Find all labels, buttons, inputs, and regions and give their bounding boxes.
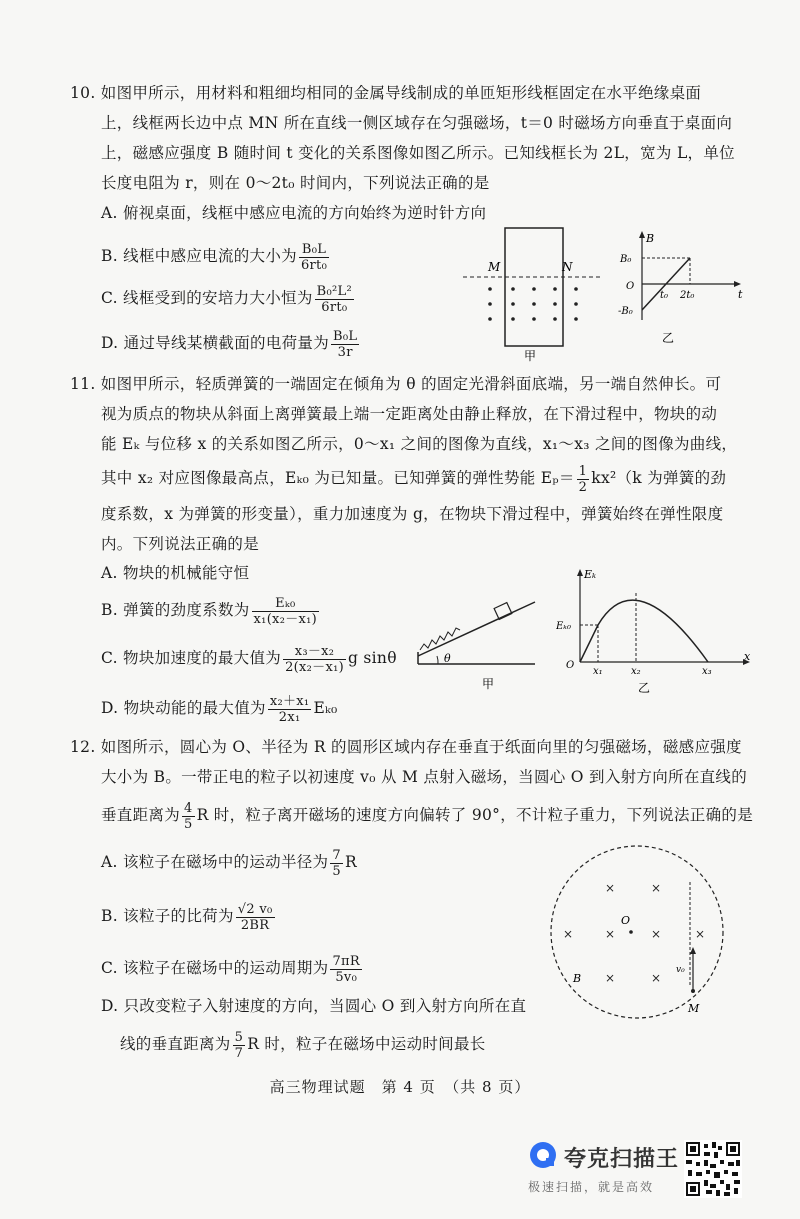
label-n: N — [562, 260, 573, 274]
x-arrow — [734, 281, 741, 287]
svg-text:B: B — [573, 972, 582, 985]
svg-text:×: × — [605, 927, 616, 941]
q11-line-5: 度系数，x 为弹簧的形变量），重力加速度为 g，在物块下滑过程中，弹簧始终在弹性限度 — [101, 505, 724, 523]
brand-slogan: 极速扫描，就是高效 — [528, 1180, 655, 1194]
fraction: $\frac{\text{B₀L}}{3r}$ — [333, 328, 358, 360]
svg-text:甲: 甲 — [482, 677, 495, 691]
q10-option-c: C. 线框受到的安培力大小恒为 $\frac{\text{B₀²L²}}{\text{6rt₀}}$ — [101, 283, 352, 315]
svg-text:O: O — [566, 660, 575, 671]
q12-option-d-line-1: D. 只改变粒子入射速度的方向，当圆心 O 到入射方向所在直 — [101, 997, 527, 1015]
wire-frame — [505, 228, 563, 346]
q12-option-c: C. 该粒子在磁场中的运动周期为 $\frac{7\pi R}{\text{5v₀}}$ — [101, 953, 360, 985]
fraction: $\frac{1}{2}$ — [578, 463, 588, 495]
q10-line-2: 上，线框两长边中点 MN 所在直线一侧区域存在匀强磁场，t＝0 时磁场方向垂直于桌面向 — [101, 114, 733, 132]
q12-line-2: 大小为 B。一带正电的粒子以初速度 v₀ 从 M 点射入磁场，当圆心 O 到入射方向所在直线的 — [101, 768, 748, 786]
q10-option-a: A. 俯视桌面，线框中感应电流的方向始终为逆时针方向 — [101, 204, 487, 222]
q12-option-b: B. 该粒子的比荷为 $\frac{\text{√2 v₀}}{2BR}$ — [101, 901, 273, 933]
q11-line-6: 内。下列说法正确的是 — [101, 535, 260, 553]
q11-line-4: 其中 x₂ 对应图像最高点，Eₖ₀ 为已知量。已知弹簧的弹性势能 Eₚ＝ $\frac{1}{2}$ kx²（k 为弹簧的劲 — [101, 463, 727, 495]
svg-text:x₃: x₃ — [702, 666, 712, 677]
q10-option-d: D. 通过导线某横截面的电荷量为 $\frac{\text{B₀L}}{3r}$ — [101, 328, 358, 360]
field-dots — [488, 287, 578, 321]
svg-text:×: × — [695, 927, 706, 941]
svg-text:M: M — [688, 1002, 700, 1015]
q11-line-2: 视为质点的物块从斜面上离弹簧最上端一定距离处由静止释放，在下滑过程中，物块的动 — [101, 405, 718, 423]
q10-figure-b — [612, 228, 752, 358]
caption: 甲 — [524, 349, 537, 362]
fraction: $\frac{\text{B₀L}}{\text{6rt₀}}$ — [300, 241, 328, 273]
svg-text:x₁: x₁ — [593, 666, 603, 677]
q12-option-a: A. 该粒子在磁场中的运动半径为 $\frac{7}{5}$ R — [101, 847, 357, 879]
ek-curve — [598, 600, 708, 662]
q12-figure — [545, 840, 730, 1025]
incline — [418, 602, 535, 656]
center-o — [629, 930, 633, 934]
svg-text:O: O — [626, 281, 635, 292]
fraction: $\frac{\text{Eₖ₀}}{\text{x₁(x₂－x₁)}}$ — [253, 595, 318, 627]
fraction: $\frac{\text{x₃－x₂}}{\text{2(x₂－x₁)}}$ — [285, 643, 344, 675]
svg-text:乙: 乙 — [662, 331, 675, 345]
q11-line-1: 11. 如图甲所示，轻质弹簧的一端固定在倾角为 θ 的固定光滑斜面底端，另一端自然伸长。可 — [70, 375, 722, 393]
q12-line-1: 12. 如图所示，圆心为 O、半径为 R 的圆形区域内存在垂直于纸面向里的匀强磁场，磁感应强度 — [70, 738, 742, 756]
q11-line-3: 能 Eₖ 与位移 x 的关系如图乙所示，0～x₁ 之间的图像为直线，x₁～x₃ 之间的图像为曲线， — [101, 435, 738, 453]
fraction: $\frac{5}{7}$ — [234, 1029, 244, 1061]
q11-figure-b — [556, 566, 756, 696]
svg-text:θ: θ — [444, 652, 451, 665]
fraction: $\frac{\text{B₀²L²}}{\text{6rt₀}}$ — [316, 283, 352, 315]
svg-text:t: t — [738, 288, 743, 301]
svg-text:t₀: t₀ — [660, 290, 669, 301]
q10-option-b: B. 线框中感应电流的大小为 $\frac{\text{B₀L}}{\text{6rt₀}}$ — [101, 241, 328, 273]
svg-text:Eₖ₀: Eₖ₀ — [556, 621, 571, 632]
svg-text:B₀: B₀ — [620, 254, 632, 265]
svg-text:乙: 乙 — [638, 681, 651, 695]
svg-text:-B₀: -B₀ — [618, 306, 633, 317]
fraction: $\frac{\text{√2 v₀}}{2BR}$ — [237, 901, 273, 933]
q12-line-3: 垂直距离为 $\frac{4}{5}$ R 时，粒子离开磁场的速度方向偏转了 90°，不计粒子重力，下列说法正确的是 — [101, 800, 753, 832]
velocity-arrow — [690, 947, 696, 954]
fraction: $\frac{4}{5}$ — [184, 800, 193, 832]
q10-line-4: 长度电阻为 r，则在 0～2t₀ 时间内，下列说法正确的是 — [101, 174, 490, 192]
qr-code-icon — [684, 1140, 742, 1198]
y-arrow — [639, 231, 645, 238]
q10-figure-a — [458, 222, 608, 362]
label-m: M — [488, 260, 501, 274]
ek-linear — [580, 625, 598, 662]
svg-text:2t₀: 2t₀ — [680, 290, 695, 301]
quark-logo-icon — [528, 1140, 558, 1170]
svg-text:×: × — [651, 881, 662, 895]
svg-text:B: B — [646, 232, 655, 245]
fraction: $\frac{7\pi R}{\text{5v₀}}$ — [332, 953, 360, 985]
fraction: $\frac{\text{x₂＋x₁}}{\text{2x₁}}$ — [269, 693, 310, 725]
q11-figure-a — [410, 594, 550, 694]
q11-option-c: C. 物块加速度的最大值为 $\frac{\text{x₃－x₂}}{\text{2(x₂－x₁)}}$ g sinθ — [101, 643, 397, 675]
svg-text:O: O — [621, 914, 631, 927]
svg-text:×: × — [605, 971, 616, 985]
q11-option-d: D. 物块动能的最大值为 $\frac{\text{x₂＋x₁}}{\text{2x₁}}$ Eₖ₀ — [101, 693, 338, 725]
q12-option-d-line-2: 线的垂直距离为 $\frac{5}{7}$ R 时，粒子在磁场中运动时间最长 — [120, 1029, 486, 1061]
point-m — [691, 989, 695, 993]
svg-text:x₂: x₂ — [631, 666, 641, 677]
svg-text:×: × — [563, 927, 574, 941]
svg-text:×: × — [651, 971, 662, 985]
page-footer: 高三物理试题 第 4 页 （共 8 页） — [269, 1078, 531, 1096]
q11-option-b: B. 弹簧的劲度系数为 $\frac{\text{Eₖ₀}}{\text{x₁(x₂－x₁)}}$ — [101, 595, 318, 627]
svg-text:x: x — [744, 650, 751, 663]
q10-line-3: 上，磁感应强度 B 随时间 t 变化的关系图像如图乙所示。已知线框长为 2L，宽为 L，单位 — [101, 144, 735, 162]
svg-text:×: × — [651, 927, 662, 941]
q11-option-a: A. 物块的机械能守恒 — [101, 564, 250, 582]
brand-name: 夸克扫描王 — [564, 1147, 680, 1172]
svg-text:Eₖ: Eₖ — [584, 568, 597, 581]
svg-text:v₀: v₀ — [676, 965, 685, 975]
q10-line-1: 10. 如图甲所示，用材料和粗细均相同的金属导线制成的单匝矩形线框固定在水平绝缘桌面 — [70, 84, 702, 102]
svg-text:×: × — [605, 881, 616, 895]
fraction: $\frac{7}{5}$ — [332, 847, 341, 879]
